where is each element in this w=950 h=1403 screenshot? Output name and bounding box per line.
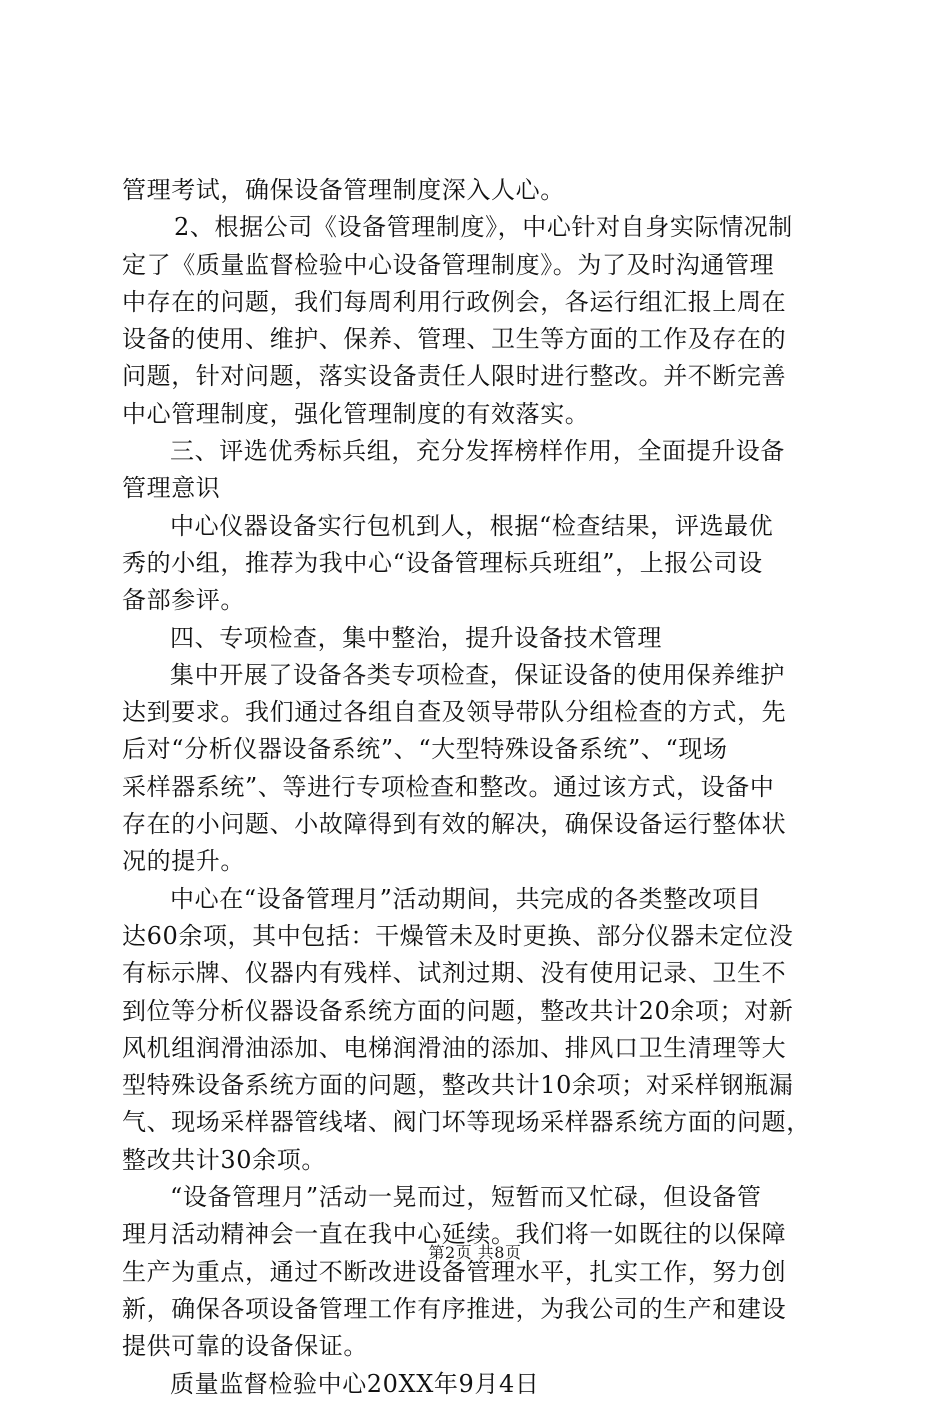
- text-line: 生产为重点，通过不断改进设备管理水平，扎实工作，努力创: [122, 1257, 787, 1286]
- text-line: 中存在的问题，我们每周利用行政例会，各运行组汇报上周在: [122, 287, 787, 316]
- text-line: 2、根据公司《设备管理制度》，中心针对自身实际情况制: [174, 213, 793, 242]
- section-heading: 四、专项检查，集中整治，提升设备技术管理: [170, 623, 662, 652]
- text-line: 到位等分析仪器设备系统方面的问题，整改共计20余项；对新: [122, 996, 794, 1025]
- text-line: 整改共计30余项。: [122, 1145, 326, 1174]
- text-line: 设备的使用、维护、保养、管理、卫生等方面的工作及存在的: [122, 325, 787, 354]
- text-line: 问题，针对问题，落实设备责任人限时进行整改。并不断完善: [122, 362, 787, 391]
- text-line: 定了《质量监督检验中心设备管理制度》。为了及时沟通管理: [122, 250, 775, 279]
- text-line: 集中开展了设备各类专项检查，保证设备的使用保养维护: [170, 660, 785, 689]
- text-line: 备部参评。: [122, 586, 245, 615]
- text-line: 达到要求。我们通过各组自查及领导带队分组检查的方式，先: [122, 698, 787, 727]
- document-body: [122, 172, 834, 1403]
- text-line: 中心管理制度，强化管理制度的有效落实。: [122, 399, 590, 428]
- section-heading: 管理意识: [122, 474, 221, 503]
- text-line: 存在的小问题、小故障得到有效的解决，确保设备运行整体状: [122, 810, 787, 839]
- text-line: 型特殊设备系统方面的问题，整改共计10余项；对采样钢瓶漏: [122, 1071, 794, 1100]
- text-line: 况的提升。: [122, 847, 245, 876]
- section-heading: 三、评选优秀标兵组，充分发挥榜样作用，全面提升设备: [170, 437, 785, 466]
- text-line: 管理考试，确保设备管理制度深入人心。: [122, 176, 565, 204]
- signature-date-line: 质量监督检验中心20XX年9月4日: [170, 1369, 540, 1398]
- text-line: 有标示牌、仪器内有残样、试剂过期、没有使用记录、卫生不: [122, 959, 787, 988]
- text-line: 中心仪器设备实行包机到人，根据“检查结果，评选最优: [170, 511, 774, 540]
- text-line: 风机组润滑油添加、电梯润滑油的添加、排风口卫生清理等大: [122, 1033, 787, 1062]
- text-line: 气、现场采样器管线堵、阀门坏等现场采样器系统方面的问题，: [122, 1108, 811, 1137]
- text-line: 理月活动精神会一直在我中心延续。我们将一如既往的以保障: [122, 1220, 787, 1249]
- text-line: 后对“分析仪器设备系统”、“大型特殊设备系统”、“现场: [122, 735, 728, 764]
- text-line: 中心在“设备管理月”活动期间，共完成的各类整改项目: [170, 884, 762, 913]
- text-line: “设备管理月”活动一晃而过，短暂而又忙碌，但设备管: [170, 1183, 762, 1212]
- text-line: 采样器系统”、等进行专项检查和整改。通过该方式，设备中: [122, 772, 775, 801]
- text-line: 提供可靠的设备保证。: [122, 1332, 368, 1361]
- text-line: 新，确保各项设备管理工作有序推进，为我公司的生产和建设: [122, 1294, 787, 1323]
- text-line: 秀的小组，推荐为我中心“设备管理标兵班组”，上报公司设: [122, 548, 763, 577]
- page-footer: 第2页 共8页: [428, 1243, 522, 1262]
- text-line: 达60余项，其中包括：干燥管未及时更换、部分仪器未定位没: [122, 921, 794, 950]
